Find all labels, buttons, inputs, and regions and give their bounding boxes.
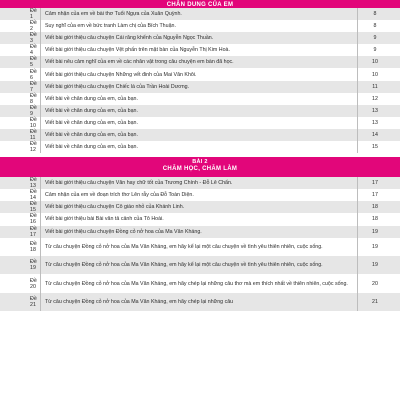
toc-title-text: Viết bài giới thiệu câu chuyện Những vết đinh của Mai Văn Khôi. xyxy=(45,71,197,78)
toc-title-text: Viết bài về chân dung của em, của bạn. xyxy=(45,131,138,138)
toc-title-text: Viết bài giới thiệu câu chuyện Cô giáo nhỏ của Khánh Linh. xyxy=(45,204,185,211)
toc-title xyxy=(40,93,358,105)
toc-title-text: Từ câu chuyện Đồng cỏ nở hoa của Ma Văn Kháng, em hãy chép lại những câu xyxy=(45,298,234,305)
toc-page: 17 xyxy=(372,180,378,187)
lesson-theme: CHĂM HỌC, CHĂM LÀM xyxy=(162,166,238,173)
toc-number: Đề 5 xyxy=(30,56,37,69)
toc-page: 21 xyxy=(372,298,378,305)
toc-page: 19 xyxy=(372,228,378,235)
toc-number: Đề 8 xyxy=(30,92,37,105)
toc-row[interactable] xyxy=(0,117,400,129)
toc-row[interactable] xyxy=(0,238,400,256)
toc-number: Đề 18 xyxy=(30,240,37,253)
toc-number: Đề 7 xyxy=(30,80,37,93)
toc-number: Đề 10 xyxy=(30,116,37,129)
toc-row[interactable] xyxy=(0,81,400,93)
toc-row[interactable] xyxy=(0,274,400,292)
toc-title xyxy=(40,129,358,141)
toc-row[interactable] xyxy=(0,201,400,213)
toc-title xyxy=(40,201,358,213)
toc-number: Đề 9 xyxy=(30,104,37,117)
section-header-lesson-2 xyxy=(0,157,400,177)
toc-row[interactable] xyxy=(0,226,400,238)
toc-title-text: Từ câu chuyện Đồng cỏ nở hoa của Ma Văn Kháng, em hãy chép lại những câu thơ mà em thích nhất về thiên nhiên, cuộc sống. xyxy=(45,280,348,287)
toc-row[interactable] xyxy=(0,93,400,105)
toc-page: 10 xyxy=(372,71,378,78)
toc-number: Đề 2 xyxy=(30,20,37,33)
toc-row[interactable] xyxy=(0,213,400,225)
lesson-theme: CHÂN DUNG CỦA EM xyxy=(166,2,234,8)
toc-title xyxy=(40,68,358,80)
toc-number: Đề 1 xyxy=(30,8,37,21)
toc-row[interactable] xyxy=(0,44,400,56)
toc-row[interactable] xyxy=(0,68,400,80)
toc-title xyxy=(40,213,358,225)
toc-number: Đề 20 xyxy=(30,277,37,290)
toc-row[interactable] xyxy=(0,20,400,32)
toc-number: Đề 21 xyxy=(30,295,37,308)
toc-title xyxy=(40,274,358,292)
toc-page: 13 xyxy=(372,107,378,114)
toc-number: Đề 14 xyxy=(30,189,37,202)
toc-title xyxy=(40,189,358,201)
toc-title xyxy=(40,20,358,32)
toc-title xyxy=(40,81,358,93)
toc-page: 11 xyxy=(372,83,378,90)
toc-title-text: Viết bài giới thiệu câu chuyện Vệt phấn trên mặt bàn của Nguyễn Thị Kim Hoà. xyxy=(45,47,230,54)
toc-page: 13 xyxy=(372,119,378,126)
toc-title xyxy=(40,56,358,68)
toc-row[interactable] xyxy=(0,189,400,201)
toc-title-text: Viết bài về chân dung của em, của bạn. xyxy=(45,95,138,102)
section-header-lesson-1 xyxy=(0,0,400,8)
toc-number: Đề 3 xyxy=(30,32,37,45)
toc-row[interactable] xyxy=(0,293,400,311)
toc-page: 15 xyxy=(372,144,378,151)
toc-title-text: Suy nghĩ của em về bức tranh Làm chị của Bích Thuận. xyxy=(45,23,176,30)
toc-title-text: Từ câu chuyện Đồng cỏ nở hoa của Ma Văn Kháng, em hãy kể lại một câu chuyện về tình yêu thiên nhiên, cuộc sống. xyxy=(45,243,323,250)
toc-page: 8 xyxy=(373,11,377,18)
toc-page: 19 xyxy=(372,262,378,269)
toc-number: Đề 19 xyxy=(30,259,37,272)
toc-page: 9 xyxy=(373,47,377,54)
toc-row[interactable] xyxy=(0,56,400,68)
toc-number: Đề 16 xyxy=(30,213,37,226)
toc-title xyxy=(40,177,358,189)
toc-title-text: Cảm nhận của em về đoạn trích thơ Lên rẫy của Đỗ Toàn Diện. xyxy=(45,192,194,199)
toc-title xyxy=(40,8,358,20)
toc-title-text: Viết bài về chân dung của em, của bạn. xyxy=(45,144,138,151)
toc-page: 18 xyxy=(372,216,378,223)
toc-title-text: Viết bài giới thiệu bài Bài văn tả cảnh của Tô Hoài. xyxy=(45,216,164,223)
toc-title xyxy=(40,44,358,56)
toc-title-text: Từ câu chuyện Đồng cỏ nở hoa của Ma Văn Kháng, em hãy kể lại một câu chuyện về tình yêu thiên nhiên, cuộc sống. xyxy=(45,262,323,269)
toc-page: 20 xyxy=(372,280,378,287)
toc-title xyxy=(40,32,358,44)
toc-row[interactable] xyxy=(0,141,400,153)
toc-page: 10 xyxy=(372,59,378,66)
toc-row[interactable] xyxy=(0,8,400,20)
toc-page: 18 xyxy=(372,204,378,211)
toc-row[interactable] xyxy=(0,129,400,141)
toc-number: Đề 12 xyxy=(30,141,37,154)
toc-title-text: Cảm nhận của em về bài thơ Tuổi Ngựa của Xuân Quỳnh. xyxy=(45,11,182,18)
toc-title-text: Viết bài giới thiệu câu chuyện Chiếc lá của Trần Hoài Dương. xyxy=(45,83,190,90)
toc-title-text: Viết bài giới thiệu câu chuyện Đồng cỏ nở hoa của Ma Văn Kháng. xyxy=(45,228,202,235)
toc-title-text: Viết bài nêu cảm nghĩ của em về các nhân vật trong câu chuyện em bàn đã học. xyxy=(45,59,234,66)
toc-row[interactable] xyxy=(0,177,400,189)
toc-title-text: Viết bài về chân dung của em, của bạn. xyxy=(45,119,138,126)
toc-row[interactable] xyxy=(0,105,400,117)
lesson-label: BÀI 2 xyxy=(192,159,208,166)
toc-title xyxy=(40,226,358,238)
toc-title xyxy=(40,141,358,153)
toc-title-text: Viết bài giới thiệu câu chuyện Cái răng khểnh của Nguyễn Ngọc Thuần. xyxy=(45,35,214,42)
toc-title xyxy=(40,105,358,117)
toc-number: Đề 13 xyxy=(30,177,37,190)
toc-title-text: Viết bài về chân dung của em, của bạn. xyxy=(45,107,138,114)
toc-page: 9 xyxy=(373,35,377,42)
toc-number: Đề 4 xyxy=(30,44,37,57)
toc-number: Đề 15 xyxy=(30,201,37,214)
toc-title xyxy=(40,293,358,311)
toc-title xyxy=(40,117,358,129)
toc-row[interactable] xyxy=(0,32,400,44)
toc-number: Đề 11 xyxy=(30,128,37,141)
toc-page: 8 xyxy=(373,23,377,30)
toc-page: 14 xyxy=(372,131,378,138)
toc-number: Đề 17 xyxy=(30,225,37,238)
toc-number: Đề 6 xyxy=(30,68,37,81)
toc-title xyxy=(40,256,358,274)
toc-page: 17 xyxy=(372,192,378,199)
toc-title-text: Viết bài giới thiệu câu chuyện Văn hay chữ tốt của Trương Chính - Đỗ Lê Chẩn. xyxy=(45,180,233,187)
toc-page: 19 xyxy=(372,243,378,250)
toc-row[interactable] xyxy=(0,256,400,274)
toc-title xyxy=(40,238,358,256)
toc-page: 12 xyxy=(372,95,378,102)
